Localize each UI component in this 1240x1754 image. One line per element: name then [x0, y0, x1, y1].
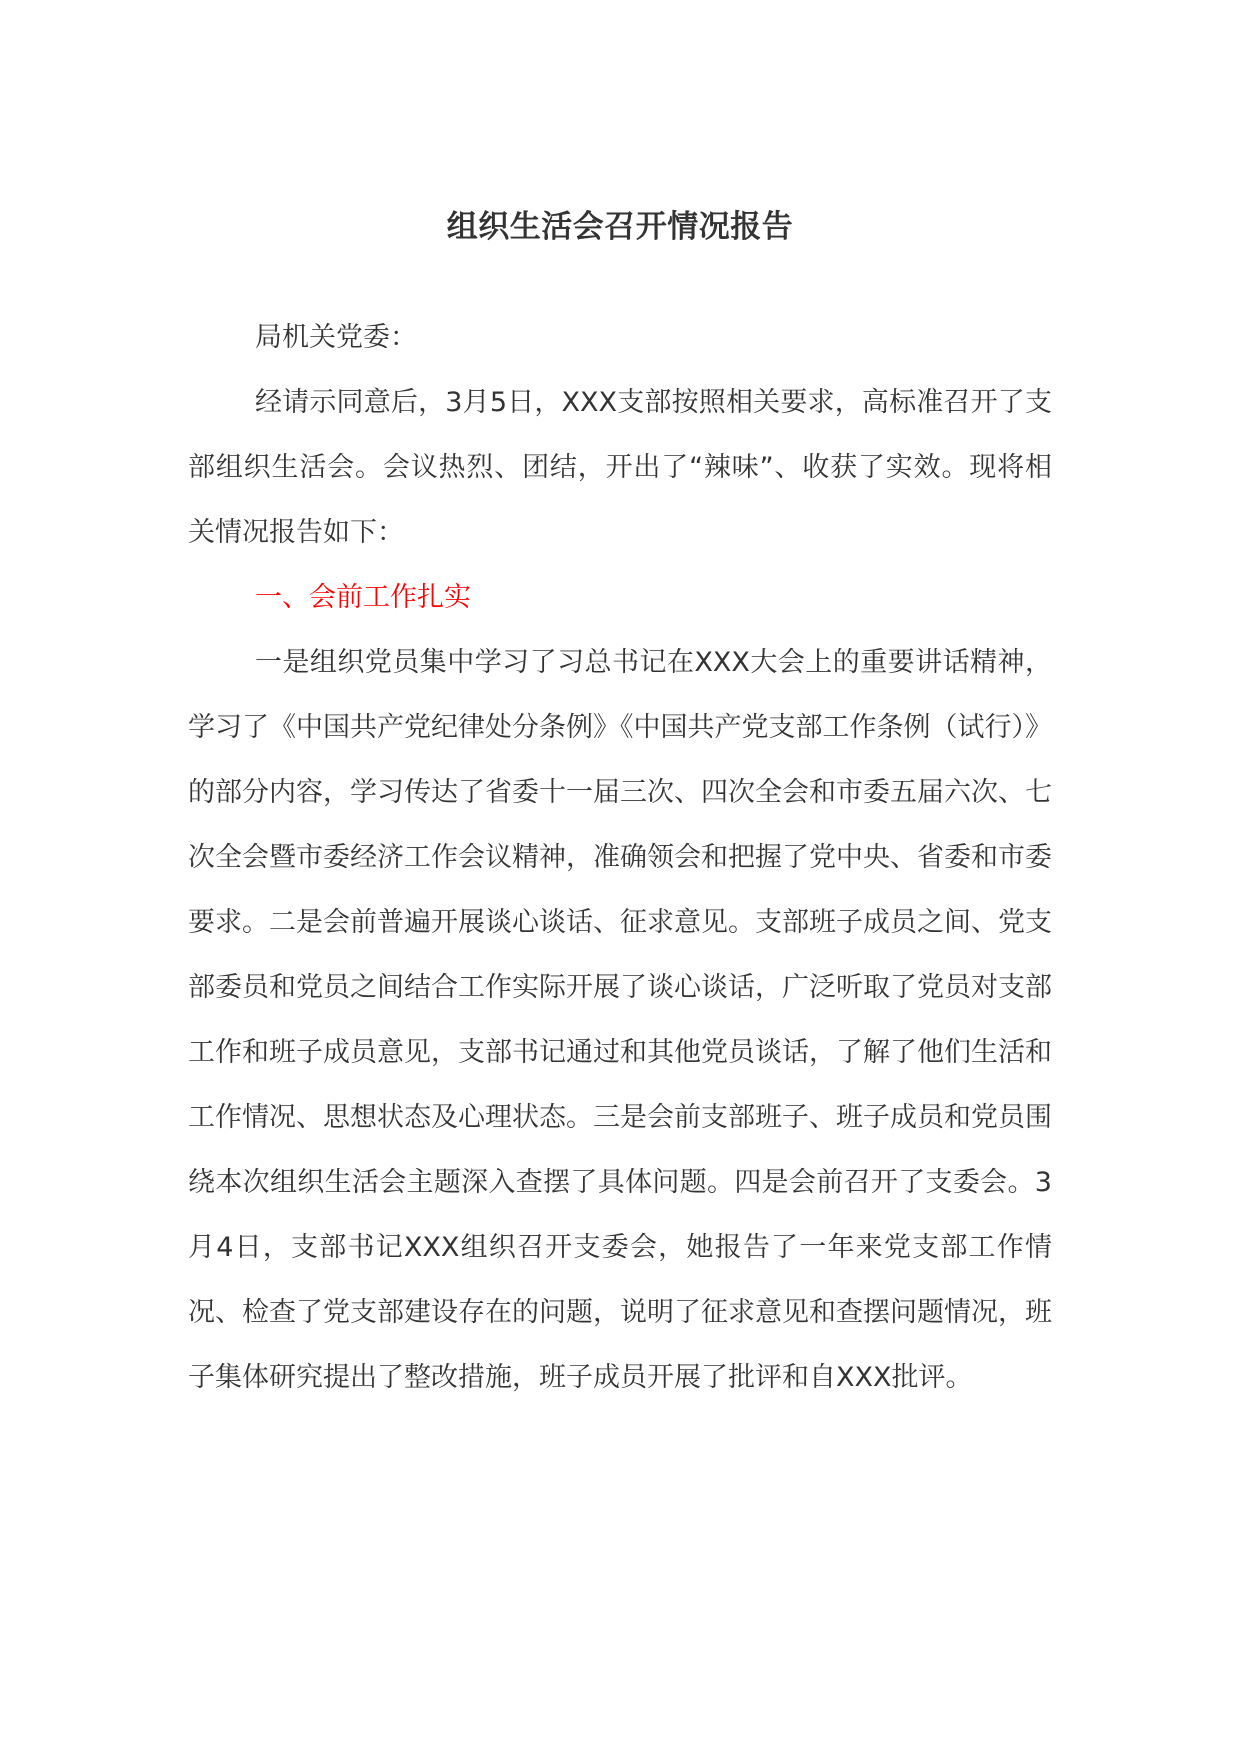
document-title: 组织生活会召开情况报告	[446, 209, 794, 245]
section-heading: 一、会前工作扎实	[255, 582, 471, 613]
section-paragraph: 一是组织党员集中学习了习总书记在XXX大会上的重要讲话精神，学习了《中国共产党纪律处分条例》《中国共产党支部工作条例（试行）》的部分内容，学习传达了省委十一届三次、四次全会和市委五届六次、七次全会暨市委经济工作会议精神，准确领会和把握了党中央、省委和市委要求。二是会前普遍开展谈心谈话、征求意见。支部班子成员之间、党支部委员和党员之间结合工作实际开展了谈心谈话，广泛听取了党员对支部工作和班子成员意见，支部书记通过和其他党员谈话，了解了他们生活和工作情况、思想状态及心理状态。三是会前支部班子、班子成员和党员围绕本次组织生活会主题深入查摆了具体问题。四是会前召开了支委会。3月4日，支部书记XXX组织召开支委会，她报告了一年来党支部工作情况、检查了党支部建设存在的问题，说明了征求意见和查摆问题情况，班子集体研究提出了整改措施，班子成员开展了批评和自XXX批评。	[188, 647, 1052, 1393]
intro-paragraph: 经请示同意后，3月5日，XXX支部按照相关要求，高标准召开了支部组织生活会。会议热烈、团结，开出了“辣味”、收获了实效。现将相关情况报告如下：	[188, 387, 1052, 548]
document-body	[188, 305, 1052, 1410]
salutation: 局机关党委：	[255, 322, 417, 353]
